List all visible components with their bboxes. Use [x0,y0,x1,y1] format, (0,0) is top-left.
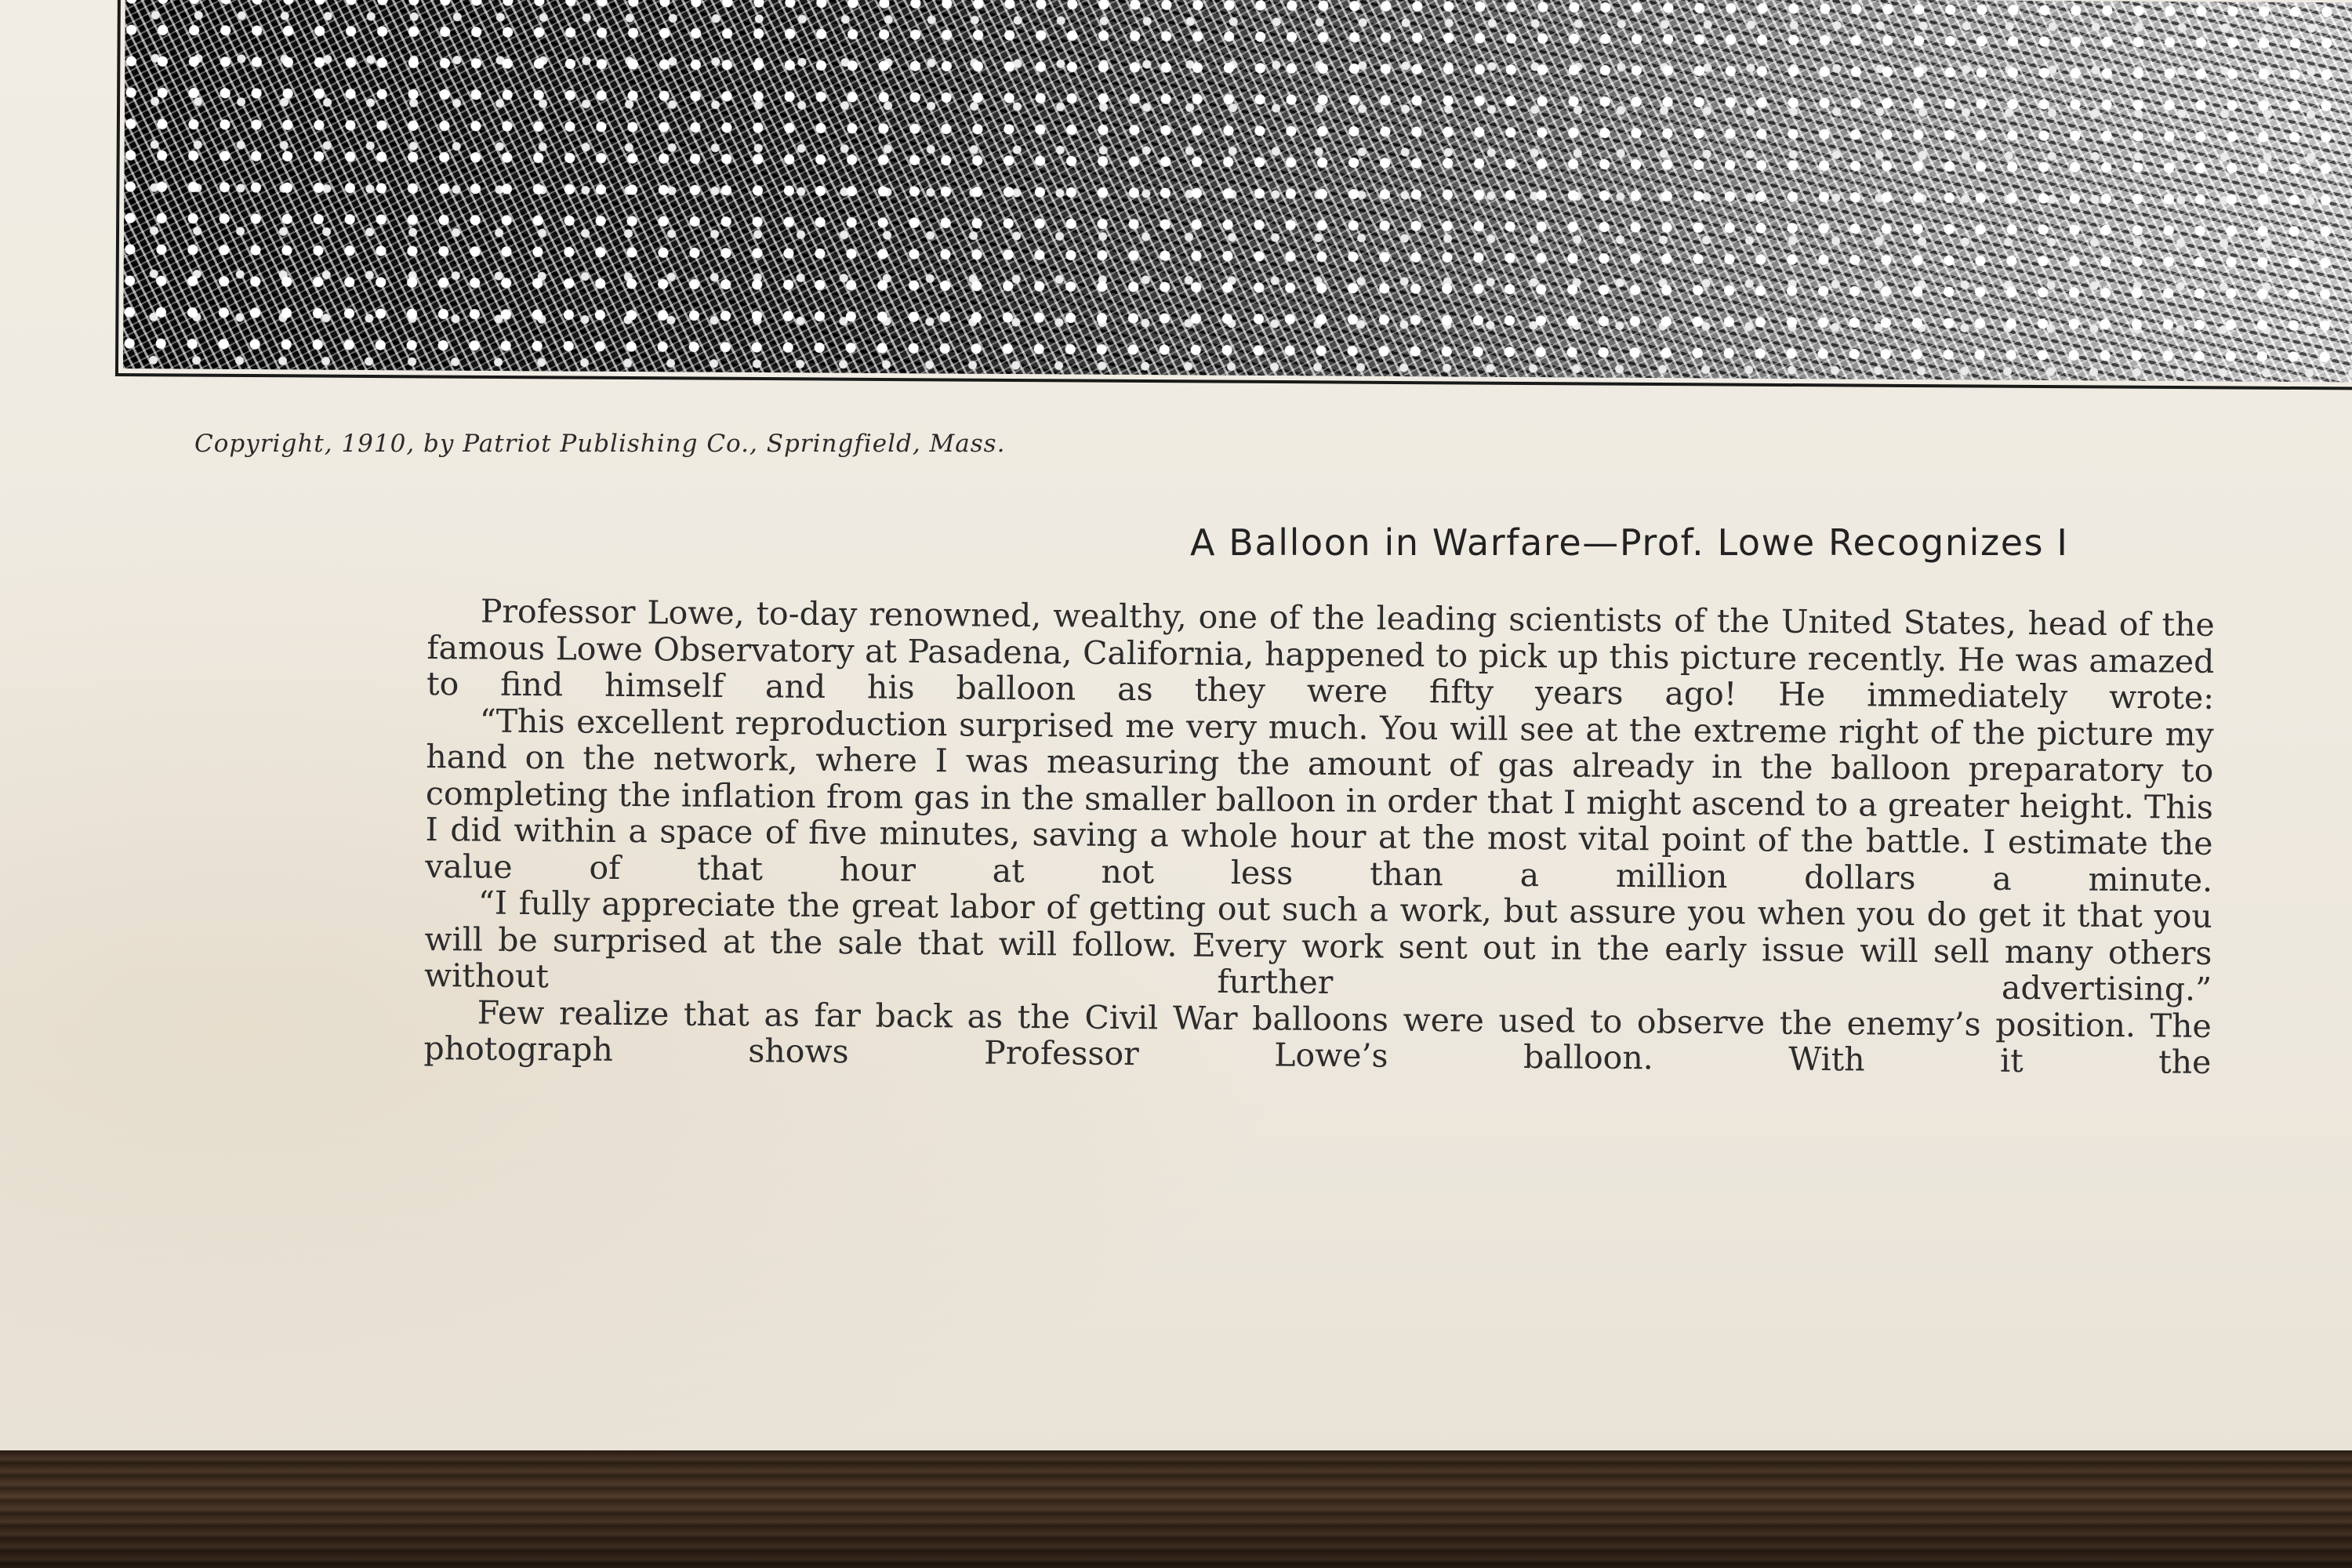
photograph-frame [115,0,2352,390]
paragraph: “This excellent reproduction surprised me very much. You will see at the extreme right of the picture my hand on the network, where I was measuring the amount of gas already in the balloon preparatory to completing the inflation from gas in the smaller balloon in order that I might ascend to a greater height. This I did within a space of five minutes, saving a whole hour at the most vital point of the battle. I estimate the value of that hour at not less than a million dollars a minute. [425,702,2214,899]
copyright-caption: Copyright, 1910, by Patriot Publishing Co., Springfield, Mass. [194,430,1006,458]
halftone-photograph [123,0,2352,383]
paragraph: Few realize that as far back as the Civil War balloons were used to observe the enemy’s position. The photograph shows Professor Lowe’s balloon. With it the [423,993,2212,1081]
article-title: A Balloon in Warfare—Prof. Lowe Recognizes I [1190,521,2069,564]
paragraph: Professor Lowe, to-day renowned, wealthy, one of the leading scientists of the United States, head of the famous Lowe Observatory at Pasadena, California, happened to pick up this picture recently. He was amazed to find himself and his balloon as they were fifty years ago! He immediately wrote: [426,592,2215,717]
paragraph: “I fully appreciate the great labor of getting out such a work, but assure you when you do get it that you will be surprised at the sale that will follow. Every work sent out in the early issue will sell many others without further advertising.” [423,884,2213,1008]
wooden-table [0,1450,2352,1568]
article-body [423,593,2215,1080]
